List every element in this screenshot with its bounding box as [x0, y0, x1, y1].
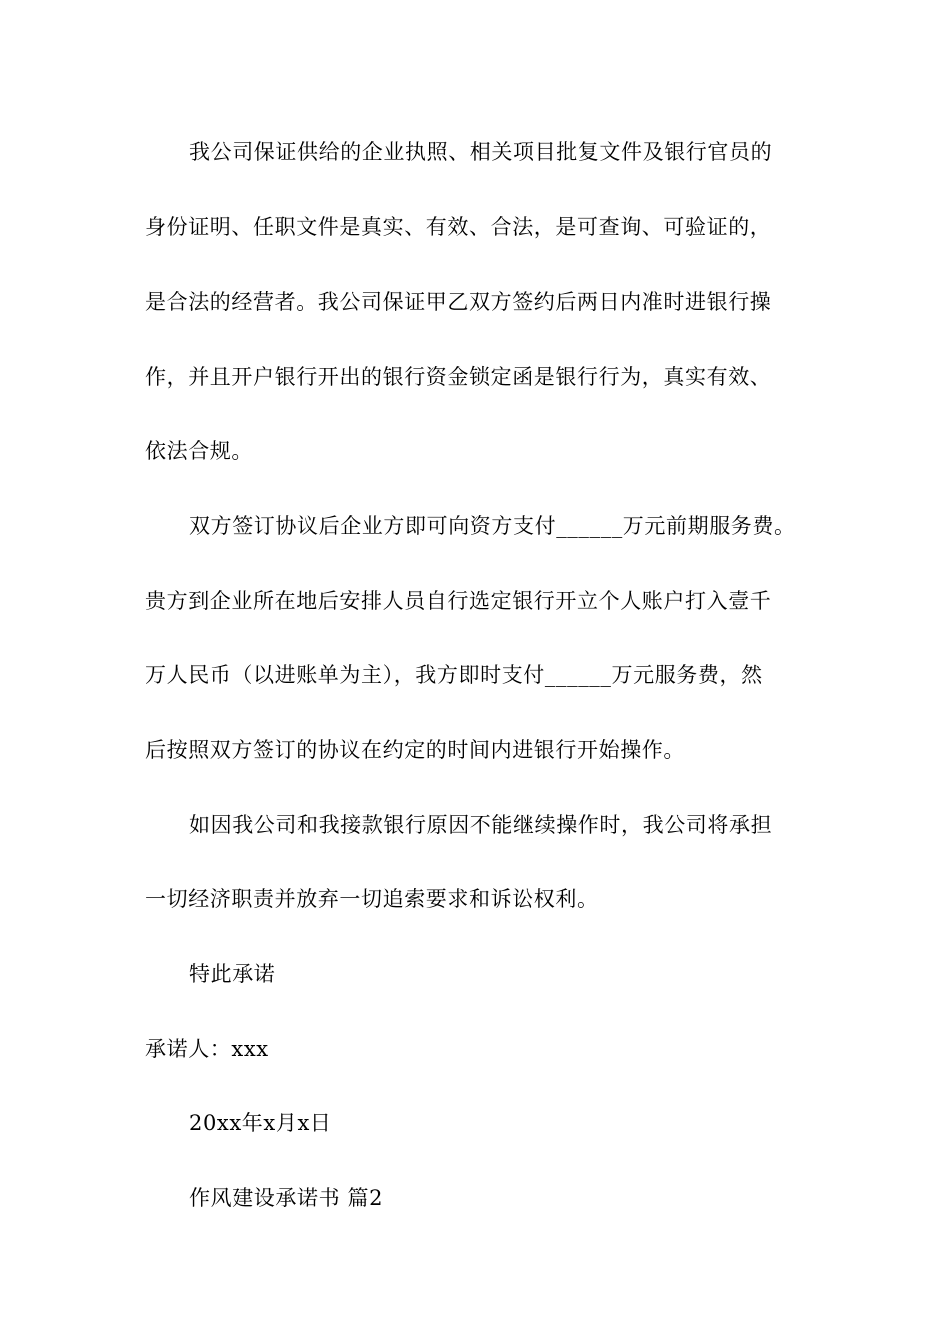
- paragraph-2-line-1: 双方签订协议后企业方即可向资方支付______万元前期服务费。: [189, 514, 796, 538]
- paragraph-1-line-3: 是合法的经营者。我公司保证甲乙双方签约后两日内准时进银行操: [145, 290, 772, 314]
- paragraph-3-line-1: 如因我公司和我接款银行原因不能继续操作时，我公司将承担: [189, 813, 773, 837]
- paragraph-2-line-4: 后按照双方签订的协议在约定的时间内进银行开始操作。: [145, 738, 685, 762]
- paragraph-2-line-3: 万人民币（以进账单为主），我方即时支付______万元服务费，然: [145, 663, 763, 687]
- paragraph-1-line-4: 作，并且开户银行开出的银行资金锁定函是银行行为，真实有效、: [145, 365, 772, 389]
- paragraph-1-line-2: 身份证明、任职文件是真实、有效、合法，是可查询、可验证的，: [145, 215, 772, 239]
- paragraph-1-line-5: 依法合规。: [145, 439, 253, 463]
- closing-statement: 特此承诺: [189, 962, 276, 986]
- date-line: 20xx年x月x日: [189, 1111, 332, 1135]
- signer-line: 承诺人：xxx: [145, 1037, 269, 1061]
- paragraph-3-line-2: 一切经济职责并放弃一切追索要求和诉讼权利。: [145, 887, 599, 911]
- paragraph-1-line-1: 我公司保证供给的企业执照、相关项目批复文件及银行官员的: [189, 140, 773, 164]
- next-section-title: 作风建设承诺书 篇2: [189, 1186, 384, 1210]
- paragraph-2-line-2: 贵方到企业所在地后安排人员自行选定银行开立个人账户打入壹千: [145, 589, 772, 613]
